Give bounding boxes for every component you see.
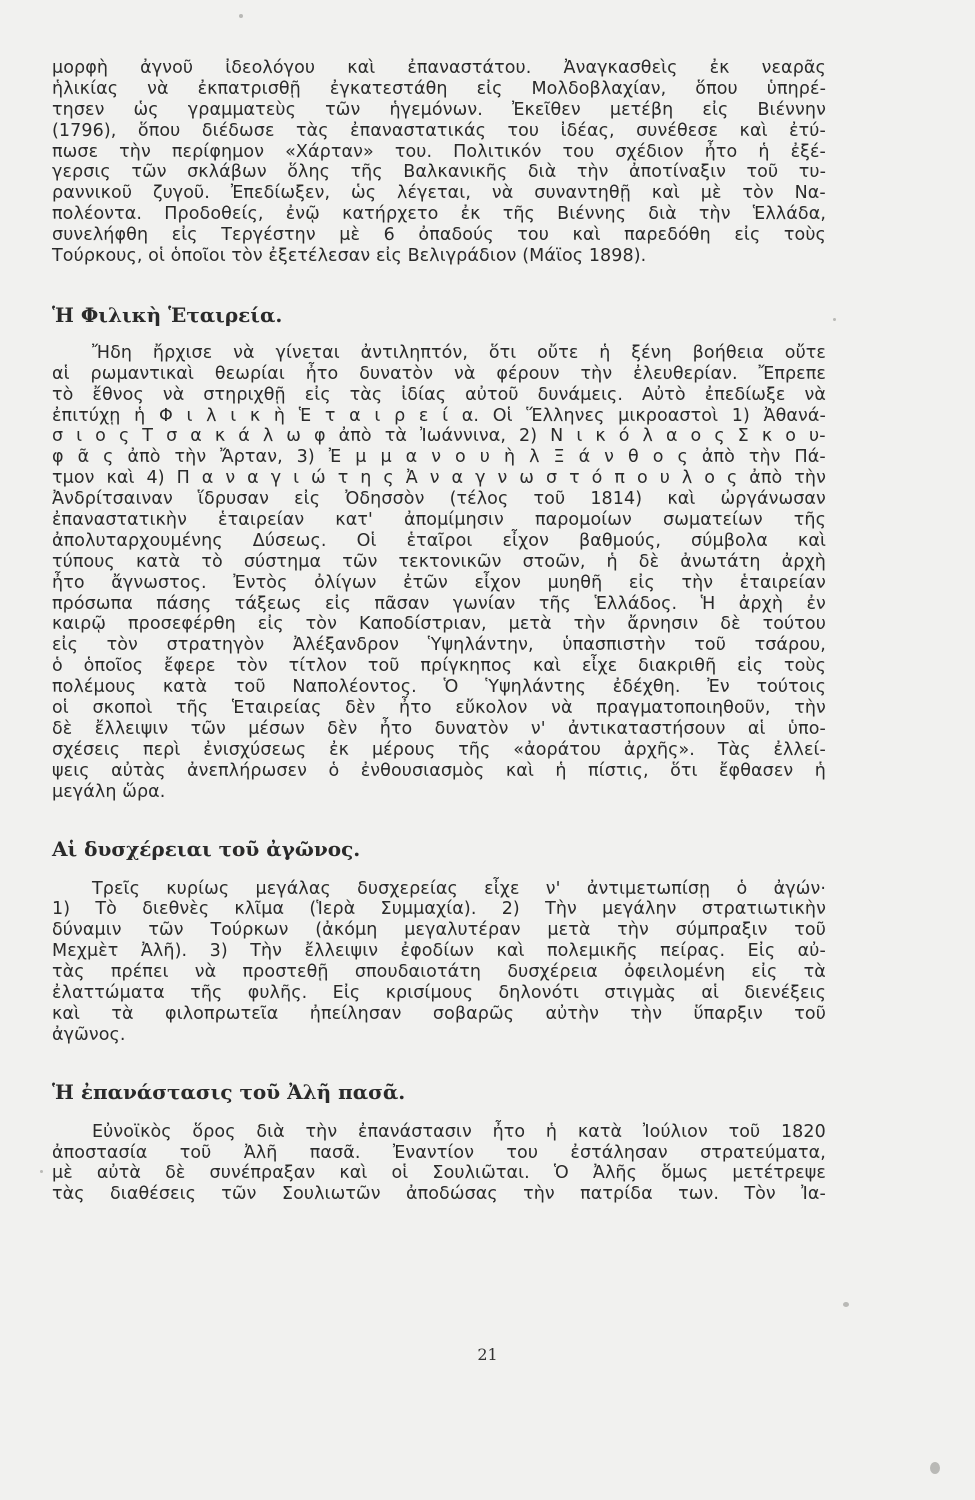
text-line: Ἀνδρίτσαιναν ἵδρυσαν εἰς Ὀδησσὸν (τέλος τοῦ 1814) καὶ ὠργάνωσαν xyxy=(52,489,826,510)
text-line: οἱ σκοποὶ τῆς Ἑταιρείας δὲν ἦτο εὔκολον νὰ πραγματοποιηθοῦν, τὴν xyxy=(52,698,826,719)
text-line: ἡλικίας νὰ ἐκπατρισθῇ ἐγκατεστάθη εἰς Μολδοβλαχίαν, ὅπου ὑπηρέ- xyxy=(52,78,826,99)
text-line: ἐπαναστατικὴν ἑταιρείαν κατ' ἀπομίμησιν παρομοίων σωματείων τῆς xyxy=(52,510,826,531)
text-line: 1) Τὸ διεθνὲς κλῖμα (Ἱερὰ Συμμαχία). 2) Τὴν μεγάλην στρατιωτικὴν xyxy=(52,899,826,920)
text-line: συνελήφθη εἰς Τεργέστην μὲ 6 ὀπαδούς του καὶ παρεδόθη εἰς τοὺς xyxy=(52,225,826,246)
text-line: τησεν ὡς γραμματεὺς τῶν ἡγεμόνων. Ἐκεῖθεν μετέβη εἰς Βιέννην xyxy=(52,99,826,120)
text-line: ἀγῶνος. xyxy=(52,1024,126,1045)
page-body xyxy=(52,58,826,1205)
text-line: σχέσεις περὶ ἐνισχύσεως ἐκ μέρους τῆς «ἀοράτου ἀρχῆς». Τὰς ἐλλεί- xyxy=(52,739,826,760)
paragraph xyxy=(52,879,826,1046)
section-heading: Αἱ δυσχέρειαι τοῦ ἀγῶνος. xyxy=(52,836,361,861)
text-line: Ἤδη ἤρχισε νὰ γίνεται ἀντιληπτόν, ὅτι οὔτε ἡ ξένη βοήθεια οὔτε xyxy=(92,342,826,363)
text-line: τὸ ἔθνος νὰ στηριχθῇ εἰς τὰς ἰδίας αὐτοῦ δυνάμεις. Αὐτὸ ἐπεδίωξε νὰ xyxy=(52,384,826,405)
text-line: Εὐνοϊκὸς ὅρος διὰ τὴν ἐπανάστασιν ἦτο ἡ κατὰ Ἰούλιον τοῦ 1820 xyxy=(92,1121,826,1142)
text-line: καὶ τὰ φιλοπρωτεῖα ἠπείλησαν σοβαρῶς αὐτὴν τὴν ὕπαρξιν τοῦ xyxy=(52,1003,826,1024)
text-line: τύπους κατὰ τὸ σύστημα τῶν τεκτονικῶν στοῶν, ἡ δὲ ἀνωτάτη ἀρχὴ xyxy=(52,551,826,572)
text-line: ψεις αὐτὰς ἀνεπλήρωσεν ὁ ἐνθουσιασμὸς καὶ ἡ πίστις, ὅτι ἔφθασεν ἡ xyxy=(52,760,826,781)
paper-speck xyxy=(239,14,243,18)
text-line: ἐπιτύχῃ ἡ Φ ι λ ι κ ὴ Ἑ τ α ι ρ ε ί α. Οἱ Ἕλληνες μικροαστοὶ 1) Ἀθανά- xyxy=(52,405,826,426)
paper-speck xyxy=(40,1170,43,1173)
text-line: ἐλαττώματα τῆς φυλῆς. Εἰς κρισίμους δηλονότι στιγμὰς αἱ διενέξεις xyxy=(52,982,826,1003)
text-line: ἀπολυταρχουμένης Δύσεως. Οἱ ἑταῖροι εἶχον βαθμούς, σύμβολα καὶ xyxy=(52,530,826,551)
section-heading: Ἡ ἐπανάστασις τοῦ Ἀλῆ πασᾶ. xyxy=(52,1079,406,1104)
paragraph xyxy=(52,58,826,267)
text-line: Μεχμὲτ Ἀλῆ). 3) Τὴν ἔλλειψιν ἐφοδίων καὶ πολεμικῆς πείρας. Εἰς αὐ- xyxy=(52,941,826,962)
text-line: Τούρκους, οἱ ὁποῖοι τὸν ἐξετέλεσαν εἰς Βελιγράδιον (Μάϊος 1898). xyxy=(52,246,647,267)
text-line: τὰς πρέπει νὰ προστεθῇ σπουδαιοτάτη δυσχέρεια ὀφειλομένη εἰς τὰ xyxy=(52,962,826,983)
text-line: καιρῷ προσεφέρθη εἰς τὸν Καποδίστριαν, μετὰ τὴν ἄρνησιν δὲ τούτου xyxy=(52,614,826,635)
text-line: (1796), ὅπου διέδωσε τὰς ἐπαναστατικάς του ἰδέας, συνέθεσε καὶ ἐτύ- xyxy=(52,120,826,141)
text-line: δὲ ἔλλειψιν τῶν μέσων δὲν ἦτο δυνατὸν ν' ἀντικαταστήσουν αἱ ὑπο- xyxy=(52,718,826,739)
text-line: εἰς τὸν στρατηγὸν Ἀλέξανδρον Ὑψηλάντην, ὑπασπιστὴν τοῦ τσάρου, xyxy=(52,635,826,656)
paragraph xyxy=(52,1122,826,1206)
text-line: πωσε τὴν περίφημον «Χάρταν» του. Πολιτικόν του σχέδιον ἦτο ἡ ἐξέ- xyxy=(52,141,826,162)
paper-speck xyxy=(833,318,836,321)
text-line: σ ι ο ς Τ σ α κ ά λ ω φ ἀπὸ τὰ Ἰωάννινα, 2) Ν ι κ ό λ α ο ς Σ κ ο υ- xyxy=(52,426,826,447)
text-line: ἦτο ἄγνωστος. Ἐντὸς ὀλίγων ἐτῶν εἶχον μυηθῆ εἰς τὴν ἑταιρείαν xyxy=(52,572,826,593)
text-line: μεγάλη ὥρα. xyxy=(52,781,166,802)
section-filiki xyxy=(52,303,826,803)
text-line: αἱ ρωμαντικαὶ θεωρίαι ἦτο δυνατὸν νὰ φέρουν τὴν ἐλευθερίαν. Ἔπρεπε xyxy=(52,363,826,384)
text-line: ἀποστασία τοῦ Ἀλῆ πασᾶ. Ἐναντίον του ἐστάλησαν στρατεύματα, xyxy=(52,1142,826,1163)
section-dyschereiai xyxy=(52,837,826,1046)
text-line: τμον καὶ 4) Π α ν α γ ι ώ τ η ς Ἀ ν α γ ν ω σ τ ό π ο υ λ ο ς ἀπὸ τὴν xyxy=(52,468,826,489)
paper-speck xyxy=(930,1462,940,1474)
text-line: φ ᾶ ς ἀπὸ τὴν Ἄρταν, 3) Ἐ μ μ α ν ο υ ὴ λ Ξ ά ν θ ο ς ἀπὸ τὴν Πά- xyxy=(52,447,826,468)
text-line: ραννικοῦ ζυγοῦ. Ἐπεδίωξεν, ὡς λέγεται, νὰ συναντηθῇ καὶ μὲ τὸν Να- xyxy=(52,183,826,204)
text-line: ὁ ὁποῖος ἔφερε τὸν τίτλον τοῦ πρίγκηπος καὶ εἶχε διακριθῆ εἰς τοὺς xyxy=(52,656,826,677)
section-intro xyxy=(52,58,826,267)
text-line: τὰς διαθέσεις τῶν Σουλιωτῶν ἀποδώσας τὴν πατρίδα των. Τὸν Ἰα- xyxy=(52,1184,826,1205)
text-line: Τρεῖς κυρίως μεγάλας δυσχερείας εἶχε ν' ἀντιμετωπίσῃ ὁ ἀγών· xyxy=(92,878,826,899)
text-line: πολέοντα. Προδοθείς, ἐνῷ κατήρχετο ἐκ τῆς Βιέννης διὰ τὴν Ἑλλάδα, xyxy=(52,204,826,225)
section-heading: Ἡ Φιλικὴ Ἑταιρεία. xyxy=(52,302,283,327)
text-line: πρόσωπα πάσης τάξεως εἰς πᾶσαν γωνίαν τῆς Ἑλλάδος. Ἡ ἀρχὴ ἐν xyxy=(52,593,826,614)
paper-speck xyxy=(843,1302,849,1307)
page-number: 21 xyxy=(477,1345,498,1364)
text-line: πολέμους κατὰ τοῦ Ναπολέοντος. Ὁ Ὑψηλάντης ἐδέχθη. Ἐν τούτοις xyxy=(52,677,826,698)
section-ali xyxy=(52,1080,826,1206)
paragraph xyxy=(52,343,826,803)
text-line: μορφὴ ἀγνοῦ ἰδεολόγου καὶ ἐπαναστάτου. Ἀναγκασθεὶς ἐκ νεαρᾶς xyxy=(52,58,826,78)
text-line: γερσις τῶν σκλάβων ὅλης τῆς Βαλκανικῆς διὰ τὴν ἀποτίναξιν τοῦ τυ- xyxy=(52,162,826,183)
text-line: δύναμιν τῶν Τούρκων (ἀκόμη μεγαλυτέραν μετὰ τὴν σύμπραξιν τοῦ xyxy=(52,920,826,941)
text-line: μὲ αὐτὰ δὲ συνέπραξαν καὶ οἱ Σουλιῶται. Ὁ Ἀλῆς ὅμως μετέτρεψε xyxy=(52,1163,826,1184)
